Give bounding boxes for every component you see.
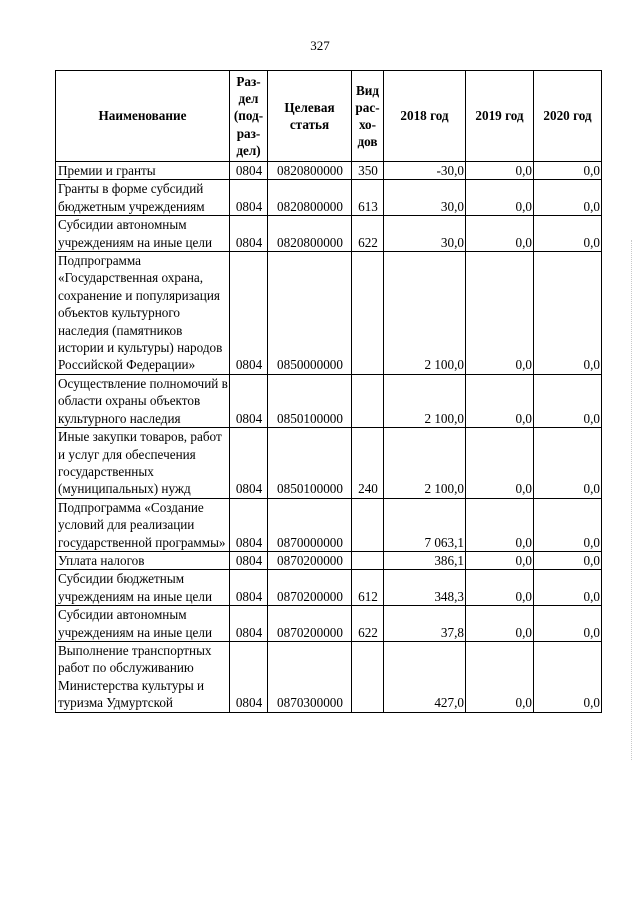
table-row <box>56 216 602 252</box>
cell-expense-type: 350 <box>352 162 384 180</box>
cell-2019: 0,0 <box>466 428 534 499</box>
cell-target: 0870200000 <box>268 570 352 606</box>
cell-name: Подпрограмма «Создание условий для реализации государственной программы» <box>56 498 230 551</box>
table-row <box>56 641 602 712</box>
cell-name: Выполнение транспортных работ по обслуживанию Министерства культуры и туризма Удмуртской <box>56 641 230 712</box>
table-row <box>56 428 602 499</box>
cell-name: Субсидии автономным учреждениям на иные цели <box>56 606 230 642</box>
cell-2020: 0,0 <box>534 498 602 551</box>
cell-expense-type <box>352 252 384 375</box>
table-row <box>56 498 602 551</box>
header-name: Наименование <box>56 71 230 162</box>
cell-section: 0804 <box>230 252 268 375</box>
cell-2020: 0,0 <box>534 162 602 180</box>
cell-section: 0804 <box>230 551 268 569</box>
cell-target: 0850100000 <box>268 428 352 499</box>
cell-name: Осуществление полномочий в области охраны объектов культурного наследия <box>56 374 230 427</box>
scan-edge-mark <box>631 240 632 760</box>
cell-section: 0804 <box>230 374 268 427</box>
cell-2019: 0,0 <box>466 551 534 569</box>
cell-2018: 37,8 <box>384 606 466 642</box>
cell-target: 0870200000 <box>268 606 352 642</box>
cell-expense-type: 622 <box>352 606 384 642</box>
cell-2019: 0,0 <box>466 180 534 216</box>
cell-2019: 0,0 <box>466 162 534 180</box>
cell-2018: 2 100,0 <box>384 252 466 375</box>
cell-expense-type <box>352 641 384 712</box>
cell-expense-type: 613 <box>352 180 384 216</box>
cell-section: 0804 <box>230 606 268 642</box>
cell-expense-type <box>352 551 384 569</box>
header-2019: 2019 год <box>466 71 534 162</box>
cell-2019: 0,0 <box>466 606 534 642</box>
cell-target: 0820800000 <box>268 162 352 180</box>
cell-2019: 0,0 <box>466 374 534 427</box>
cell-expense-type: 622 <box>352 216 384 252</box>
table-row <box>56 606 602 642</box>
cell-expense-type <box>352 374 384 427</box>
cell-name: Премии и гранты <box>56 162 230 180</box>
cell-name: Гранты в форме субсидий бюджетным учреждениям <box>56 180 230 216</box>
cell-2019: 0,0 <box>466 498 534 551</box>
header-section: Раз- дел (под- раз- дел) <box>230 71 268 162</box>
cell-2018: 386,1 <box>384 551 466 569</box>
cell-2020: 0,0 <box>534 216 602 252</box>
cell-expense-type: 612 <box>352 570 384 606</box>
cell-name: Уплата налогов <box>56 551 230 569</box>
cell-section: 0804 <box>230 180 268 216</box>
cell-expense-type <box>352 498 384 551</box>
cell-2020: 0,0 <box>534 428 602 499</box>
cell-2018: 2 100,0 <box>384 374 466 427</box>
table-row <box>56 551 602 569</box>
cell-target: 0850100000 <box>268 374 352 427</box>
cell-section: 0804 <box>230 570 268 606</box>
cell-target: 0820800000 <box>268 180 352 216</box>
cell-2018: 7 063,1 <box>384 498 466 551</box>
cell-2020: 0,0 <box>534 641 602 712</box>
table-header-row <box>56 71 602 162</box>
table-row <box>56 162 602 180</box>
cell-section: 0804 <box>230 162 268 180</box>
cell-section: 0804 <box>230 428 268 499</box>
cell-name: Иные закупки товаров, работ и услуг для обеспечения государственных (муниципальных) нужд <box>56 428 230 499</box>
cell-2020: 0,0 <box>534 180 602 216</box>
cell-2019: 0,0 <box>466 216 534 252</box>
cell-name: Подпрограмма «Государственная охрана, сохранение и популяризация объектов культурного наследия (памятников истории и культуры) народов Российской Федерации» <box>56 252 230 375</box>
cell-2018: -30,0 <box>384 162 466 180</box>
table-body <box>56 162 602 713</box>
header-2020: 2020 год <box>534 71 602 162</box>
page-number: 327 <box>310 38 330 53</box>
cell-2018: 348,3 <box>384 570 466 606</box>
cell-target: 0850000000 <box>268 252 352 375</box>
cell-2018: 2 100,0 <box>384 428 466 499</box>
budget-table <box>55 70 602 713</box>
cell-2020: 0,0 <box>534 606 602 642</box>
header-2018: 2018 год <box>384 71 466 162</box>
cell-2018: 30,0 <box>384 180 466 216</box>
cell-target: 0870300000 <box>268 641 352 712</box>
cell-2019: 0,0 <box>466 641 534 712</box>
cell-target: 0870200000 <box>268 551 352 569</box>
cell-2020: 0,0 <box>534 252 602 375</box>
cell-2020: 0,0 <box>534 570 602 606</box>
table-row <box>56 570 602 606</box>
header-expense-type: Вид рас- хо- дов <box>352 71 384 162</box>
cell-2020: 0,0 <box>534 374 602 427</box>
cell-section: 0804 <box>230 498 268 551</box>
cell-name: Субсидии бюджетным учреждениям на иные цели <box>56 570 230 606</box>
cell-section: 0804 <box>230 641 268 712</box>
cell-2018: 30,0 <box>384 216 466 252</box>
cell-target: 0820800000 <box>268 216 352 252</box>
cell-name: Субсидии автономным учреждениям на иные цели <box>56 216 230 252</box>
cell-section: 0804 <box>230 216 268 252</box>
cell-target: 0870000000 <box>268 498 352 551</box>
header-target: Целевая статья <box>268 71 352 162</box>
table-row <box>56 180 602 216</box>
cell-expense-type: 240 <box>352 428 384 499</box>
cell-2019: 0,0 <box>466 252 534 375</box>
cell-2018: 427,0 <box>384 641 466 712</box>
cell-2019: 0,0 <box>466 570 534 606</box>
table-row <box>56 374 602 427</box>
cell-2020: 0,0 <box>534 551 602 569</box>
table-row <box>56 252 602 375</box>
